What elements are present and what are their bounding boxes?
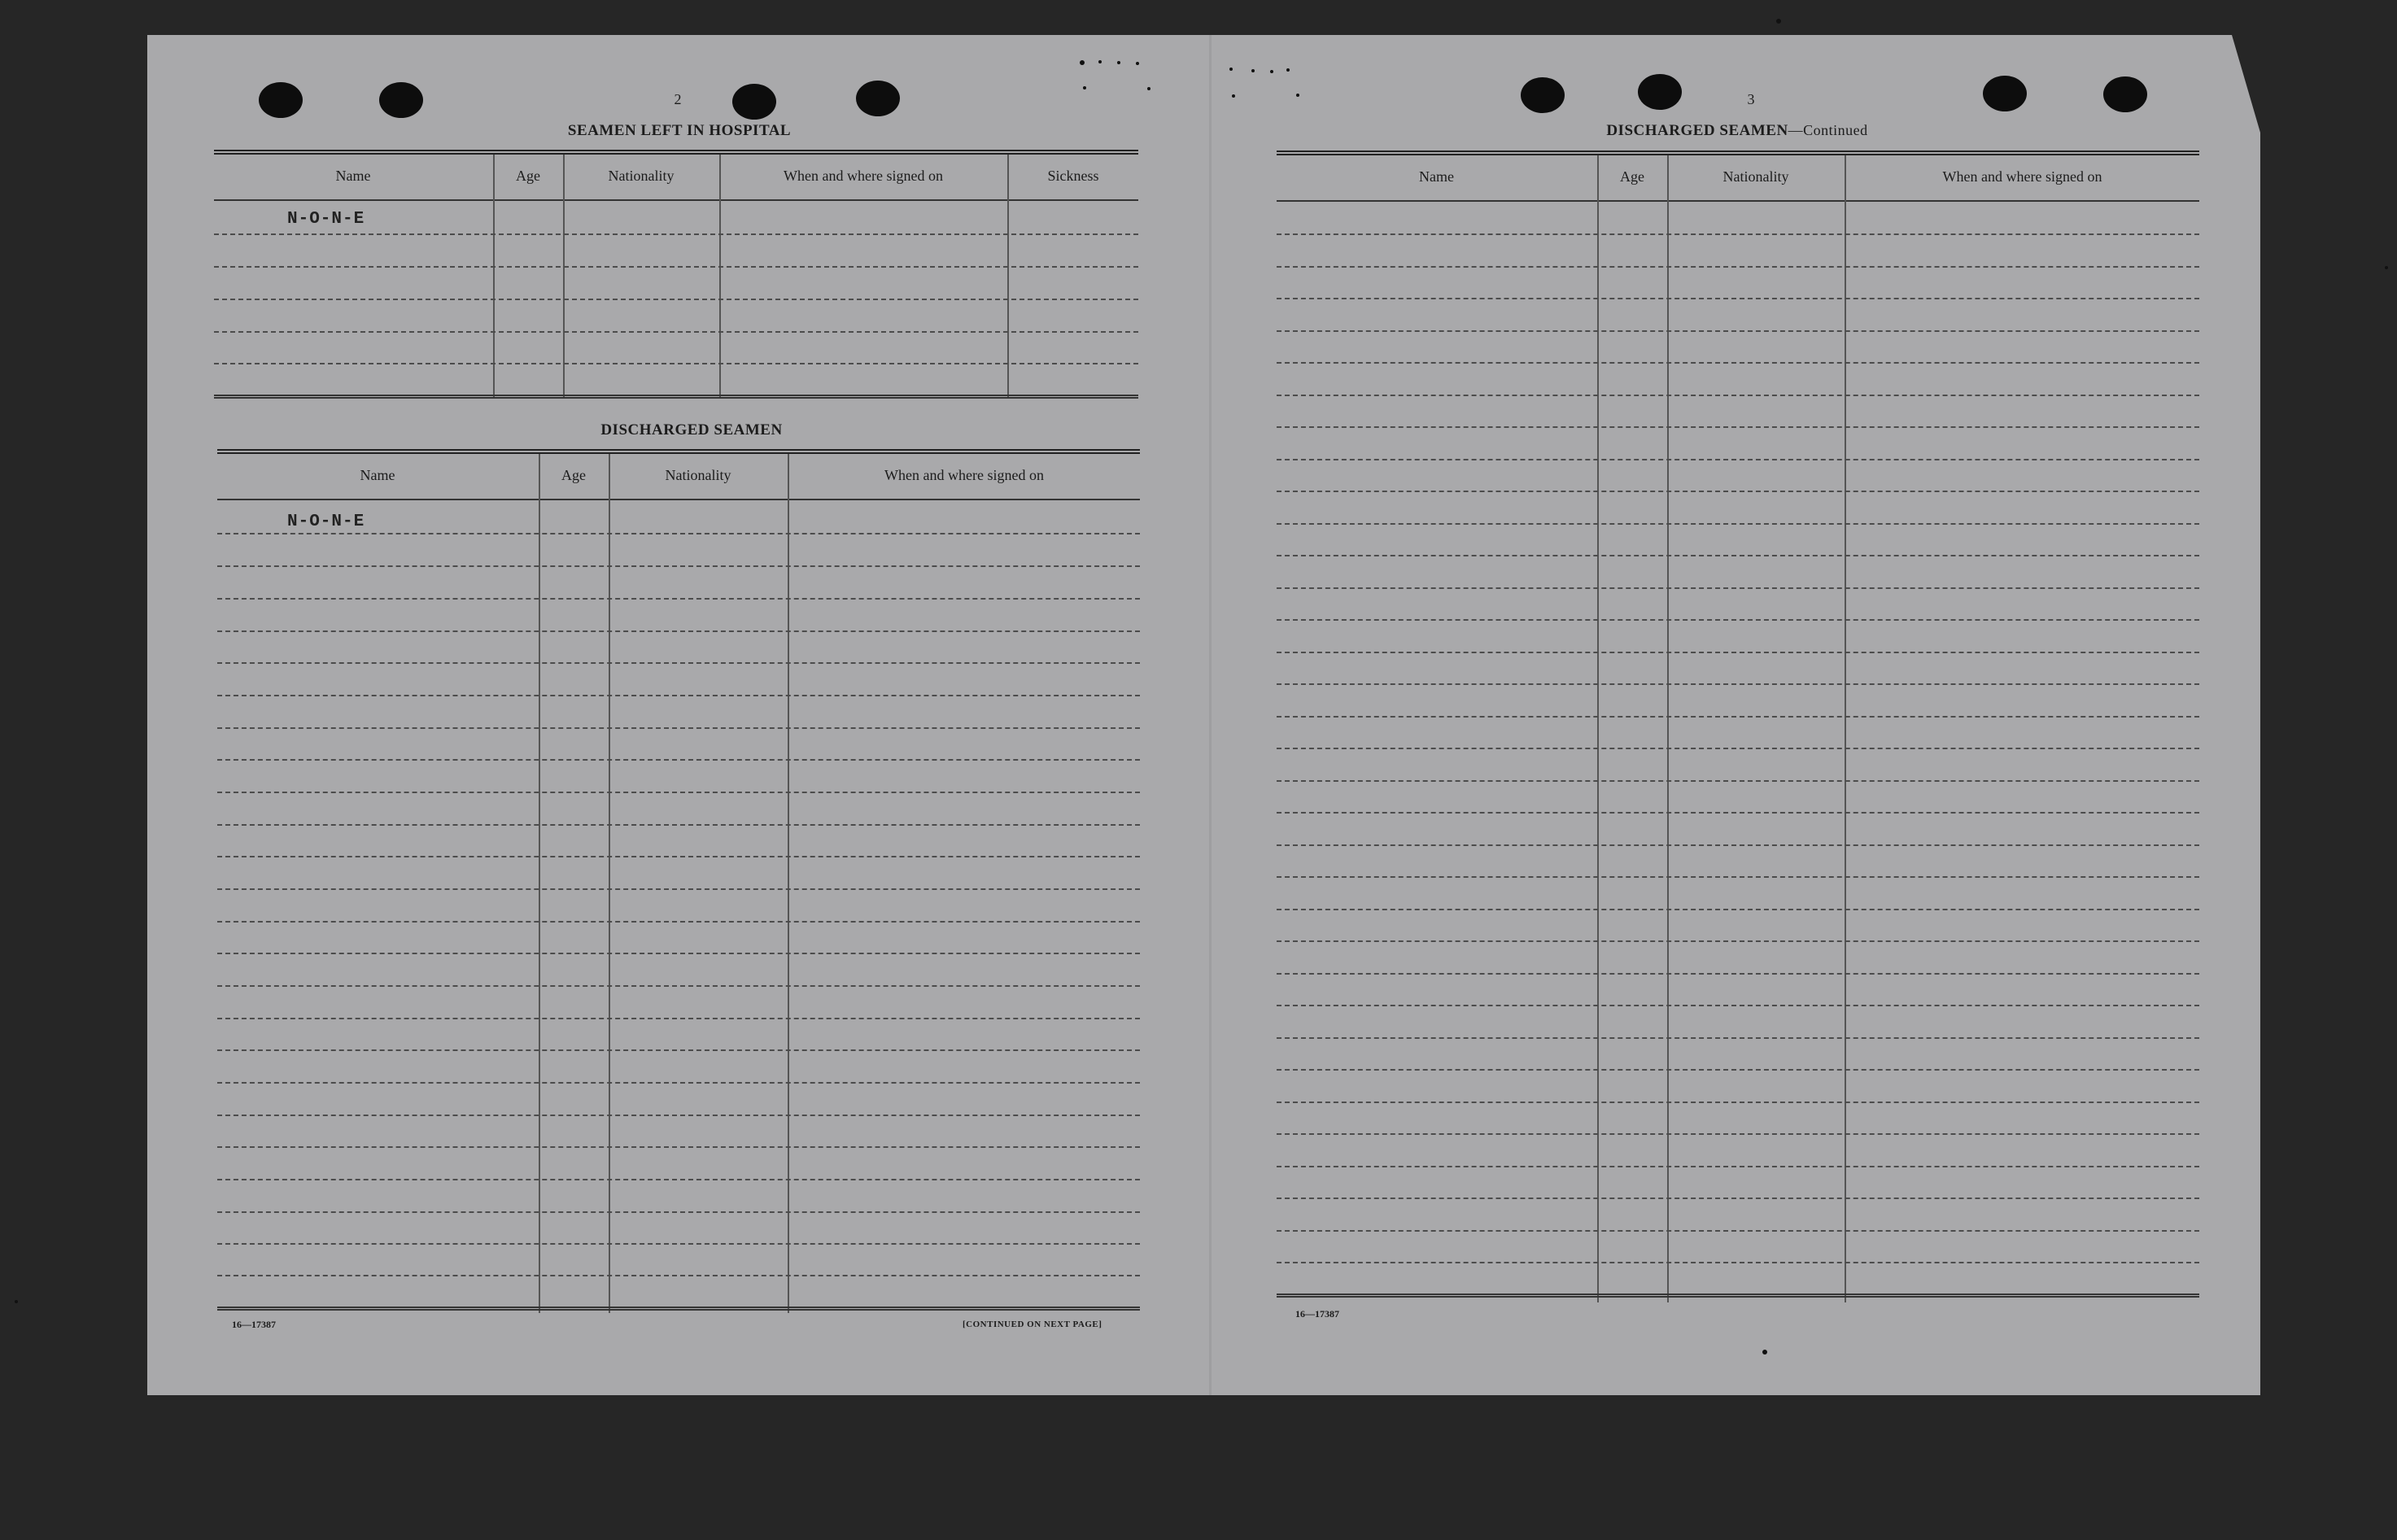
page-number-right: 3: [1747, 91, 1755, 107]
table-row: [1277, 940, 2199, 942]
table-row: [1277, 619, 2199, 621]
column-divider: [788, 454, 789, 1313]
page-number-left: 2: [674, 91, 682, 107]
table-row: [214, 331, 1138, 333]
table-row: [1277, 1230, 2199, 1232]
table-row: [217, 953, 1140, 954]
table-row: [1277, 266, 2199, 268]
table-row: [1277, 1133, 2199, 1135]
column-divider: [1597, 155, 1599, 1302]
table-row: [214, 266, 1138, 268]
table-bottom-rule: [214, 395, 1138, 399]
hospital-entry-name: N-O-N-E: [287, 210, 365, 229]
table-row: [1277, 652, 2199, 653]
table-row: [1277, 298, 2199, 299]
column-divider: [1845, 155, 1846, 1302]
table-bottom-rule: [217, 1307, 1140, 1311]
column-header-age: Age: [1620, 168, 1644, 185]
header-rule: [1277, 200, 2199, 202]
column-divider: [563, 155, 565, 399]
table-top-rule: [1277, 151, 2199, 155]
table-top-rule: [217, 449, 1140, 454]
table-row: [217, 921, 1140, 923]
hospital-section-title: SEAMEN LEFT IN HOSPITAL: [567, 122, 792, 139]
column-header-signed-on: When and where signed on: [884, 467, 1044, 483]
table-row: [217, 598, 1140, 600]
form-number-left: 16—17387: [232, 1319, 276, 1330]
table-row: [1277, 973, 2199, 975]
table-row: [214, 299, 1138, 300]
column-header-nationality: Nationality: [608, 168, 675, 184]
column-header-signed-on: When and where signed on: [784, 168, 943, 184]
table-row: [217, 630, 1140, 632]
table-row: [1277, 780, 2199, 782]
table-row: [217, 1243, 1140, 1245]
table-row: [1277, 362, 2199, 364]
column-header-name: Name: [1419, 168, 1454, 185]
table-row: [1277, 330, 2199, 332]
table-row: [1277, 587, 2199, 589]
table-row: [217, 1275, 1140, 1276]
table-row: [217, 1082, 1140, 1084]
discharged-table: [217, 449, 1140, 1313]
table-row: [217, 792, 1140, 793]
table-row: [217, 727, 1140, 729]
table-row: [217, 759, 1140, 761]
table-row: [217, 1049, 1140, 1051]
table-row: [217, 1179, 1140, 1180]
table-row: [1277, 1198, 2199, 1199]
column-divider: [719, 155, 721, 399]
table-row: [1277, 748, 2199, 749]
column-divider: [493, 155, 495, 399]
column-header-nationality: Nationality: [665, 467, 731, 483]
table-row: [1277, 426, 2199, 428]
column-header-sickness: Sickness: [1047, 168, 1099, 184]
table-row: [1277, 1005, 2199, 1006]
table-row: [217, 662, 1140, 664]
discharged-continued-title: [1546, 122, 1928, 140]
column-header-signed-on: When and where signed on: [1942, 168, 2102, 185]
column-divider: [1007, 155, 1009, 399]
table-row: [217, 1018, 1140, 1019]
column-header-name: Name: [335, 168, 371, 184]
table-row: [1277, 523, 2199, 525]
column-divider: [1667, 155, 1669, 1302]
table-row: [1277, 1166, 2199, 1167]
column-header-age: Age: [561, 467, 586, 483]
column-header-age: Age: [516, 168, 540, 184]
table-row: [1277, 716, 2199, 718]
table-row: [217, 565, 1140, 567]
discharged-section-title: DISCHARGED SEAMEN: [600, 421, 783, 438]
table-row: [217, 888, 1140, 890]
form-number-right: 16—17387: [1295, 1308, 1339, 1320]
table-row: [1277, 812, 2199, 814]
table-row: [217, 1146, 1140, 1148]
table-row: [1277, 233, 2199, 235]
table-row: [1277, 683, 2199, 685]
table-row: [1277, 459, 2199, 460]
continued-suffix: —Continued: [1788, 122, 1868, 138]
table-row: [217, 533, 1140, 534]
table-row: [1277, 395, 2199, 396]
table-row: [214, 233, 1138, 235]
column-header-name: Name: [360, 467, 395, 483]
table-row: [1277, 491, 2199, 492]
table-row: [1277, 555, 2199, 556]
column-divider: [539, 454, 540, 1313]
table-row: [1277, 844, 2199, 846]
table-row: [1277, 876, 2199, 878]
table-row: [1277, 909, 2199, 910]
table-bottom-rule: [1277, 1294, 2199, 1298]
table-row: [1277, 1037, 2199, 1039]
continued-note: [CONTINUED ON NEXT PAGE]: [963, 1320, 1102, 1329]
table-row: [1277, 1102, 2199, 1103]
discharged-continued-title-text: DISCHARGED SEAMEN: [1606, 122, 1788, 139]
column-divider: [609, 454, 610, 1313]
table-row: [217, 1211, 1140, 1213]
table-row: [217, 1115, 1140, 1116]
table-top-rule: [214, 150, 1138, 155]
hospital-table: [214, 150, 1138, 402]
table-row: [1277, 1262, 2199, 1263]
header-rule: [217, 499, 1140, 500]
table-row: [217, 695, 1140, 696]
table-row: [217, 856, 1140, 857]
discharged-entry-name: N-O-N-E: [287, 513, 365, 531]
table-row: [214, 363, 1138, 364]
table-row: [217, 824, 1140, 826]
column-header-nationality: Nationality: [1722, 168, 1789, 185]
header-rule: [214, 199, 1138, 201]
table-row: [1277, 1069, 2199, 1071]
table-row: [217, 985, 1140, 987]
discharged-continued-table: [1277, 151, 2199, 1302]
